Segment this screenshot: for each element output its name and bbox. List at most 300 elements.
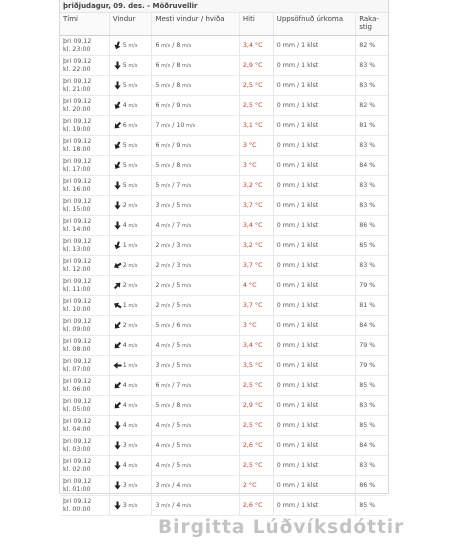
wind-unit: m/s xyxy=(128,182,138,189)
time-cell xyxy=(60,276,110,295)
gust-unit-2: m/s xyxy=(181,462,192,469)
humidity: 82 % xyxy=(359,42,376,49)
gust-unit-1: m/s xyxy=(161,102,171,109)
temp-cell xyxy=(240,276,274,295)
wind-speed: 4 xyxy=(122,102,127,109)
day-label: þri 09.12 xyxy=(63,58,92,65)
wind-unit: m/s xyxy=(128,262,138,269)
gust-unit-1: m/s xyxy=(161,142,171,149)
time-cell xyxy=(60,296,110,315)
gust-unit-1: m/s xyxy=(161,122,171,129)
wind-unit: m/s xyxy=(128,242,138,249)
humidity-cell xyxy=(356,336,388,355)
humidity-cell xyxy=(356,376,388,395)
gust-max: 5 xyxy=(176,362,181,369)
wind-direction-arrow-icon xyxy=(113,261,122,270)
temp-cell xyxy=(240,296,274,315)
time-cell xyxy=(60,156,110,175)
time-cell xyxy=(60,76,110,95)
wind-unit: m/s xyxy=(128,162,138,169)
time-cell xyxy=(60,336,110,355)
wind-cell xyxy=(110,76,153,95)
wind-direction-arrow-icon xyxy=(113,221,122,230)
time-cell xyxy=(60,496,110,515)
humidity-cell xyxy=(356,156,388,175)
time-cell xyxy=(60,436,110,455)
precipitation: 0 mm / 1 klst xyxy=(276,62,319,69)
wind-cell xyxy=(110,476,153,495)
table-row xyxy=(60,56,388,76)
gust-cell: 5 m/s / 6 m/s xyxy=(152,316,239,335)
gust-cell: 3 m/s / 5 m/s xyxy=(152,356,239,375)
day-label: þri 09.12 xyxy=(63,278,92,285)
rain-cell xyxy=(274,356,356,375)
wind-cell xyxy=(110,376,153,395)
gust-cell: 5 m/s / 7 m/s xyxy=(152,176,239,195)
table-row xyxy=(60,116,388,136)
temperature: 3,7 °C xyxy=(242,262,263,269)
hour-label: kl. 16:00 xyxy=(63,185,91,193)
gust-unit-2: m/s xyxy=(181,322,192,329)
precipitation: 0 mm / 1 klst xyxy=(276,242,319,249)
humidity-cell xyxy=(356,56,388,75)
header-humidity: Raka-stig xyxy=(359,15,379,31)
wind-cell xyxy=(110,56,153,75)
gust-max: 6 xyxy=(176,322,181,329)
gust-max: 5 xyxy=(176,442,181,449)
gust-max: 5 xyxy=(176,302,181,309)
table-row xyxy=(60,136,388,156)
wind-unit: m/s xyxy=(128,422,138,429)
day-label: þri 09.12 xyxy=(63,438,92,445)
wind-direction-arrow-icon xyxy=(113,461,122,470)
humidity-cell xyxy=(356,316,388,335)
gust-unit-2: m/s xyxy=(181,362,192,369)
mean-wind: 5 xyxy=(155,182,160,189)
humidity-cell xyxy=(356,476,388,495)
mean-wind: 6 xyxy=(155,142,160,149)
humidity-cell xyxy=(356,96,388,115)
gust-unit-2: m/s xyxy=(181,242,192,249)
humidity-cell xyxy=(356,76,388,95)
gust-unit-1: m/s xyxy=(161,162,171,169)
gust-max: 8 xyxy=(176,42,181,49)
gust-unit-2: m/s xyxy=(181,82,192,89)
mean-wind: 4 xyxy=(155,422,160,429)
time-cell xyxy=(60,256,110,275)
precipitation: 0 mm / 1 klst xyxy=(276,342,319,349)
wind-speed: 6 xyxy=(122,122,127,129)
wind-direction-arrow-icon xyxy=(113,321,122,330)
rain-cell xyxy=(274,376,356,395)
wind-unit: m/s xyxy=(128,122,138,129)
gust-unit-2: m/s xyxy=(181,342,192,349)
wind-unit: m/s xyxy=(128,382,138,389)
hour-label: kl. 18:00 xyxy=(63,145,91,153)
gust-max: 3 xyxy=(176,262,181,269)
precipitation: 0 mm / 1 klst xyxy=(276,162,319,169)
humidity-cell xyxy=(356,256,388,275)
humidity-cell xyxy=(356,296,388,315)
time-cell xyxy=(60,456,110,475)
wind-speed: 4 xyxy=(122,342,127,349)
mean-wind: 2 xyxy=(155,242,160,249)
gust-unit-1: m/s xyxy=(161,362,171,369)
wind-direction-arrow-icon xyxy=(113,161,122,170)
temperature: 2,5 °C xyxy=(242,102,263,109)
day-label: þri 09.12 xyxy=(63,158,92,165)
table-row xyxy=(60,96,388,116)
temp-cell xyxy=(240,376,274,395)
wind-speed: 2 xyxy=(122,202,127,209)
table-row xyxy=(60,76,388,96)
precipitation: 0 mm / 1 klst xyxy=(276,362,319,369)
precipitation: 0 mm / 1 klst xyxy=(276,462,319,469)
day-label: þri 09.12 xyxy=(63,478,92,485)
wind-speed: 3 xyxy=(122,442,127,449)
gust-unit-2: m/s xyxy=(181,222,192,229)
temperature: 3 °C xyxy=(242,162,257,169)
day-label: þri 09.12 xyxy=(63,338,92,345)
temp-cell xyxy=(240,216,274,235)
precipitation: 0 mm / 1 klst xyxy=(276,142,319,149)
rain-cell xyxy=(274,156,356,175)
humidity-cell xyxy=(356,136,388,155)
table-row xyxy=(60,196,388,216)
mean-wind: 5 xyxy=(155,402,160,409)
wind-direction-arrow-icon xyxy=(113,41,122,50)
rain-cell xyxy=(274,476,356,495)
humidity-cell xyxy=(356,276,388,295)
wind-cell xyxy=(110,136,153,155)
rain-cell xyxy=(274,256,356,275)
wind-speed: 4 xyxy=(122,222,127,229)
rain-cell xyxy=(274,296,356,315)
gust-unit-2: m/s xyxy=(185,122,196,129)
day-label: þri 09.12 xyxy=(63,98,92,105)
time-cell xyxy=(60,396,110,415)
rain-cell xyxy=(274,76,356,95)
table-row xyxy=(60,436,388,456)
hour-label: kl. 15:00 xyxy=(63,205,91,213)
gust-cell: 2 m/s / 5 m/s xyxy=(152,276,239,295)
time-cell xyxy=(60,116,110,135)
day-label: þri 09.12 xyxy=(63,218,92,225)
wind-cell xyxy=(110,116,153,135)
header-time: Tími xyxy=(60,13,110,35)
gust-max: 9 xyxy=(176,142,181,149)
humidity: 83 % xyxy=(359,462,376,469)
wind-speed: 3 xyxy=(122,502,127,509)
gust-unit-2: m/s xyxy=(181,142,192,149)
temp-cell xyxy=(240,356,274,375)
rain-cell xyxy=(274,416,356,435)
wind-speed: 5 xyxy=(122,82,127,89)
humidity-cell xyxy=(356,236,388,255)
gust-unit-1: m/s xyxy=(161,342,171,349)
hour-label: kl. 00:00 xyxy=(63,505,91,513)
wind-direction-arrow-icon xyxy=(113,201,122,210)
precipitation: 0 mm / 1 klst xyxy=(276,442,319,449)
gust-unit-1: m/s xyxy=(161,202,171,209)
mean-wind: 5 xyxy=(155,82,160,89)
gust-cell: 3 m/s / 5 m/s xyxy=(152,196,239,215)
hour-label: kl. 01:00 xyxy=(63,485,91,493)
wind-direction-arrow-icon xyxy=(113,401,122,410)
rain-cell xyxy=(274,136,356,155)
wind-speed: 5 xyxy=(122,162,127,169)
gust-unit-1: m/s xyxy=(161,182,171,189)
gust-cell: 7 m/s / 10 m/s xyxy=(152,116,239,135)
wind-cell xyxy=(110,276,153,295)
gust-unit-2: m/s xyxy=(181,442,192,449)
hour-label: kl. 02:00 xyxy=(63,465,91,473)
gust-unit-1: m/s xyxy=(161,42,171,49)
hour-label: kl. 05:00 xyxy=(63,405,91,413)
humidity: 84 % xyxy=(359,322,376,329)
day-label: þri 09.12 xyxy=(63,258,92,265)
rain-cell xyxy=(274,216,356,235)
gust-max: 4 xyxy=(176,502,181,509)
temperature: 2,5 °C xyxy=(242,82,263,89)
temp-cell xyxy=(240,116,274,135)
wind-unit: m/s xyxy=(128,282,138,289)
precipitation: 0 mm / 1 klst xyxy=(276,322,319,329)
wind-unit: m/s xyxy=(128,82,138,89)
temp-cell xyxy=(240,436,274,455)
hour-label: kl. 11:00 xyxy=(63,285,91,293)
hour-label: kl. 12:00 xyxy=(63,265,91,273)
wind-direction-arrow-icon xyxy=(113,441,122,450)
wind-unit: m/s xyxy=(128,362,138,369)
gust-cell: 6 m/s / 8 m/s xyxy=(152,56,239,75)
wind-direction-arrow-icon xyxy=(113,501,122,510)
table-row xyxy=(60,476,388,496)
temp-cell xyxy=(240,196,274,215)
wind-direction-arrow-icon xyxy=(113,181,122,190)
table-header xyxy=(60,13,388,36)
gust-cell: 2 m/s / 3 m/s xyxy=(152,256,239,275)
day-label: þri 09.12 xyxy=(63,178,92,185)
temperature: 4 °C xyxy=(242,282,257,289)
gust-unit-2: m/s xyxy=(181,382,192,389)
wind-direction-arrow-icon xyxy=(113,241,122,250)
temp-cell xyxy=(240,176,274,195)
header-wind: Vindur xyxy=(110,13,153,35)
gust-unit-1: m/s xyxy=(161,222,171,229)
watermark: Birgitta Lúðvíksdóttir xyxy=(158,517,405,538)
rain-cell xyxy=(274,96,356,115)
wind-cell xyxy=(110,296,153,315)
wind-cell xyxy=(110,236,153,255)
table-row xyxy=(60,496,388,516)
rain-cell xyxy=(274,456,356,475)
gust-unit-2: m/s xyxy=(181,422,192,429)
rain-cell xyxy=(274,36,356,55)
temp-cell xyxy=(240,156,274,175)
wind-direction-arrow-icon xyxy=(113,421,122,430)
temp-cell xyxy=(240,316,274,335)
gust-unit-1: m/s xyxy=(161,262,171,269)
precipitation: 0 mm / 1 klst xyxy=(276,102,319,109)
precipitation: 0 mm / 1 klst xyxy=(276,42,319,49)
temperature: 2,6 °C xyxy=(242,502,263,509)
hour-label: kl. 08:00 xyxy=(63,345,91,353)
table-row xyxy=(60,376,388,396)
gust-unit-1: m/s xyxy=(161,322,171,329)
hour-label: kl. 07:00 xyxy=(63,365,91,373)
temp-cell xyxy=(240,256,274,275)
humidity: 86 % xyxy=(359,482,376,489)
rain-cell xyxy=(274,436,356,455)
table-body xyxy=(60,36,388,516)
wind-direction-arrow-icon xyxy=(113,81,122,90)
gust-cell: 2 m/s / 5 m/s xyxy=(152,296,239,315)
temperature: 3,4 °C xyxy=(242,342,263,349)
time-cell xyxy=(60,136,110,155)
gust-cell: 4 m/s / 5 m/s xyxy=(152,416,239,435)
temperature: 3,7 °C xyxy=(242,202,263,209)
day-label: þri 09.12 xyxy=(63,418,92,425)
rain-cell xyxy=(274,56,356,75)
day-label: þri 09.12 xyxy=(63,198,92,205)
table-title: þriðjudagur, 09. des. - Möðruvellir xyxy=(60,0,388,13)
rain-cell xyxy=(274,316,356,335)
gust-unit-2: m/s xyxy=(181,402,192,409)
day-label: þri 09.12 xyxy=(63,358,92,365)
precipitation: 0 mm / 1 klst xyxy=(276,222,319,229)
temperature: 3 °C xyxy=(242,142,257,149)
rain-cell xyxy=(274,196,356,215)
wind-direction-arrow-icon xyxy=(113,121,122,130)
gust-max: 5 xyxy=(176,202,181,209)
gust-cell: 4 m/s / 5 m/s xyxy=(152,456,239,475)
wind-cell xyxy=(110,316,153,335)
wind-direction-arrow-icon xyxy=(113,61,122,70)
humidity: 85 % xyxy=(359,382,376,389)
gust-unit-1: m/s xyxy=(161,282,171,289)
hour-label: kl. 22:00 xyxy=(63,65,91,73)
wind-speed: 2 xyxy=(122,262,127,269)
time-cell xyxy=(60,376,110,395)
humidity-cell xyxy=(356,396,388,415)
gust-max: 8 xyxy=(176,82,181,89)
gust-unit-2: m/s xyxy=(181,182,192,189)
time-cell xyxy=(60,216,110,235)
rain-cell xyxy=(274,276,356,295)
gust-unit-2: m/s xyxy=(181,102,192,109)
wind-cell xyxy=(110,216,153,235)
rain-cell xyxy=(274,396,356,415)
humidity: 83 % xyxy=(359,62,376,69)
humidity-cell xyxy=(356,196,388,215)
humidity-cell xyxy=(356,176,388,195)
mean-wind: 4 xyxy=(155,342,160,349)
table-row xyxy=(60,296,388,316)
humidity-cell xyxy=(356,116,388,135)
wind-unit: m/s xyxy=(128,402,138,409)
wind-speed: 2 xyxy=(122,322,127,329)
gust-cell: 6 m/s / 9 m/s xyxy=(152,136,239,155)
humidity: 85 % xyxy=(359,502,376,509)
gust-cell: 5 m/s / 8 m/s xyxy=(152,156,239,175)
day-label: þri 09.12 xyxy=(63,398,92,405)
wind-speed: 3 xyxy=(122,482,127,489)
gust-unit-1: m/s xyxy=(161,502,171,509)
day-label: þri 09.12 xyxy=(63,318,92,325)
gust-cell: 5 m/s / 8 m/s xyxy=(152,76,239,95)
wind-unit: m/s xyxy=(128,102,138,109)
humidity: 86 % xyxy=(359,222,376,229)
gust-max: 8 xyxy=(176,402,181,409)
humidity: 84 % xyxy=(359,442,376,449)
wind-direction-arrow-icon xyxy=(113,141,122,150)
wind-speed: 4 xyxy=(122,402,127,409)
wind-unit: m/s xyxy=(128,42,138,49)
gust-unit-1: m/s xyxy=(161,242,171,249)
mean-wind: 4 xyxy=(155,442,160,449)
humidity: 82 % xyxy=(359,102,376,109)
gust-unit-2: m/s xyxy=(181,282,192,289)
humidity-cell xyxy=(356,436,388,455)
precipitation: 0 mm / 1 klst xyxy=(276,82,319,89)
gust-max: 8 xyxy=(176,62,181,69)
wind-unit: m/s xyxy=(128,482,138,489)
precipitation: 0 mm / 1 klst xyxy=(276,422,319,429)
wind-unit: m/s xyxy=(128,142,138,149)
day-label: þri 09.12 xyxy=(63,138,92,145)
precipitation: 0 mm / 1 klst xyxy=(276,202,319,209)
gust-cell: 4 m/s / 7 m/s xyxy=(152,216,239,235)
wind-cell xyxy=(110,196,153,215)
humidity: 85 % xyxy=(359,422,376,429)
wind-direction-arrow-icon xyxy=(113,341,122,350)
temp-cell xyxy=(240,76,274,95)
wind-cell xyxy=(110,396,153,415)
wind-unit: m/s xyxy=(128,342,138,349)
gust-max: 7 xyxy=(176,222,181,229)
gust-unit-1: m/s xyxy=(161,82,171,89)
wind-speed: 4 xyxy=(122,462,127,469)
wind-cell xyxy=(110,436,153,455)
wind-speed: 1 xyxy=(122,362,127,369)
hour-label: kl. 19:00 xyxy=(63,125,91,133)
temperature: 3,2 °C xyxy=(242,242,263,249)
table-row xyxy=(60,316,388,336)
gust-unit-2: m/s xyxy=(181,42,192,49)
mean-wind: 4 xyxy=(155,462,160,469)
temp-cell xyxy=(240,136,274,155)
gust-unit-1: m/s xyxy=(161,382,171,389)
mean-wind: 3 xyxy=(155,482,160,489)
gust-unit-2: m/s xyxy=(181,162,192,169)
gust-unit-2: m/s xyxy=(181,502,192,509)
temp-cell xyxy=(240,236,274,255)
temperature: 2,6 °C xyxy=(242,442,263,449)
wind-speed: 4 xyxy=(122,422,127,429)
day-label: þri 09.12 xyxy=(63,458,92,465)
humidity: 83 % xyxy=(359,262,376,269)
wind-speed: 1 xyxy=(122,302,127,309)
hour-label: kl. 09:00 xyxy=(63,325,91,333)
hour-label: kl. 20:00 xyxy=(63,105,91,113)
gust-unit-1: m/s xyxy=(161,302,171,309)
mean-wind: 6 xyxy=(155,102,160,109)
gust-unit-1: m/s xyxy=(161,62,171,69)
humidity: 83 % xyxy=(359,202,376,209)
temperature: 2,9 °C xyxy=(242,62,263,69)
humidity-cell xyxy=(356,496,388,515)
